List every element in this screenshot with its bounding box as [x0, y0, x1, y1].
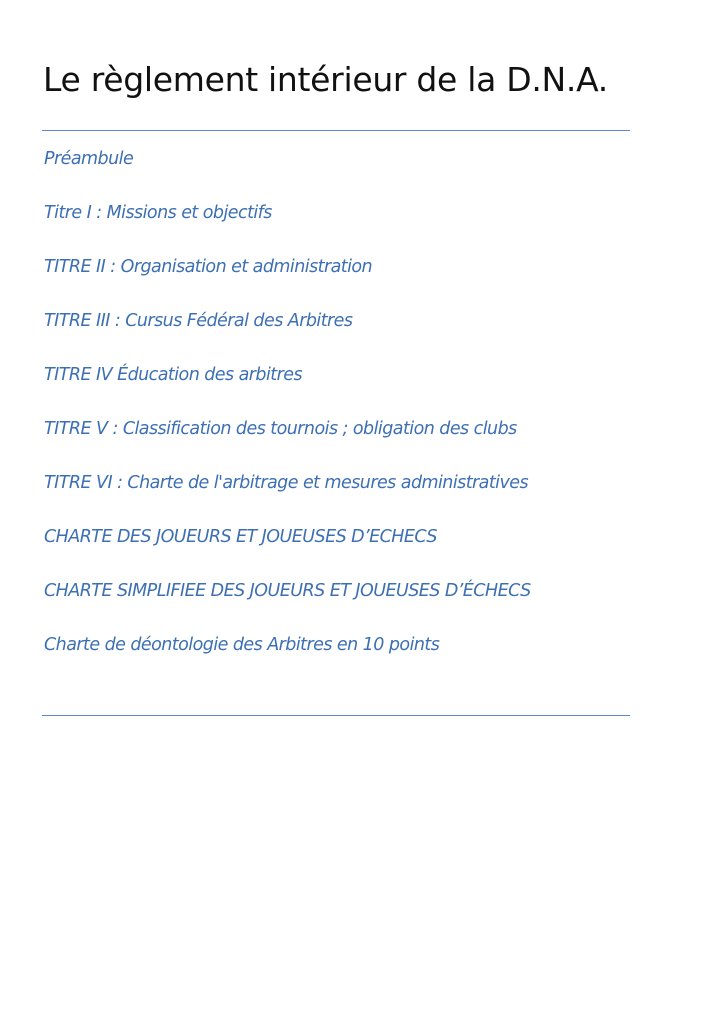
toc-item-titre-3: [44, 307, 531, 361]
page-title: Le règlement intérieur de la D.N.A.: [43, 60, 608, 99]
toc-link-titre-4[interactable]: TITRE IV Éducation des arbitres: [44, 365, 303, 385]
toc-link-charte-simplifiee[interactable]: CHARTE SIMPLIFIEE DES JOUEURS ET JOUEUSES D’ÉCHECS: [44, 581, 531, 601]
toc-link-preambule[interactable]: Préambule: [44, 149, 134, 169]
toc-link-titre-3[interactable]: TITRE III : Cursus Fédéral des Arbitres: [44, 311, 353, 331]
toc-item-titre-4: [44, 361, 531, 415]
toc-link-titre-2[interactable]: TITRE II : Organisation et administration: [44, 257, 373, 277]
toc-item-charte-deontologie: [44, 631, 531, 685]
toc-item-charte-simplifiee: [44, 577, 531, 631]
toc-item-titre-2: [44, 253, 531, 307]
toc-link-titre-5[interactable]: TITRE V : Classification des tournois ; obligation des clubs: [44, 419, 517, 439]
toc-link-charte-joueurs[interactable]: CHARTE DES JOUEURS ET JOUEUSES D’ECHECS: [44, 527, 437, 547]
toc-item-charte-joueurs: [44, 523, 531, 577]
toc-link-titre-6[interactable]: TITRE VI : Charte de l'arbitrage et mesures administratives: [44, 473, 529, 493]
top-divider: [42, 130, 630, 131]
table-of-contents: [44, 145, 531, 685]
toc-link-charte-deontologie[interactable]: Charte de déontologie des Arbitres en 10 points: [44, 635, 440, 655]
bottom-divider: [42, 715, 630, 716]
toc-item-titre-5: [44, 415, 531, 469]
toc-item-preambule: [44, 145, 531, 199]
toc-link-titre-1[interactable]: Titre I : Missions et objectifs: [44, 203, 272, 223]
toc-item-titre-1: [44, 199, 531, 253]
toc-item-titre-6: [44, 469, 531, 523]
